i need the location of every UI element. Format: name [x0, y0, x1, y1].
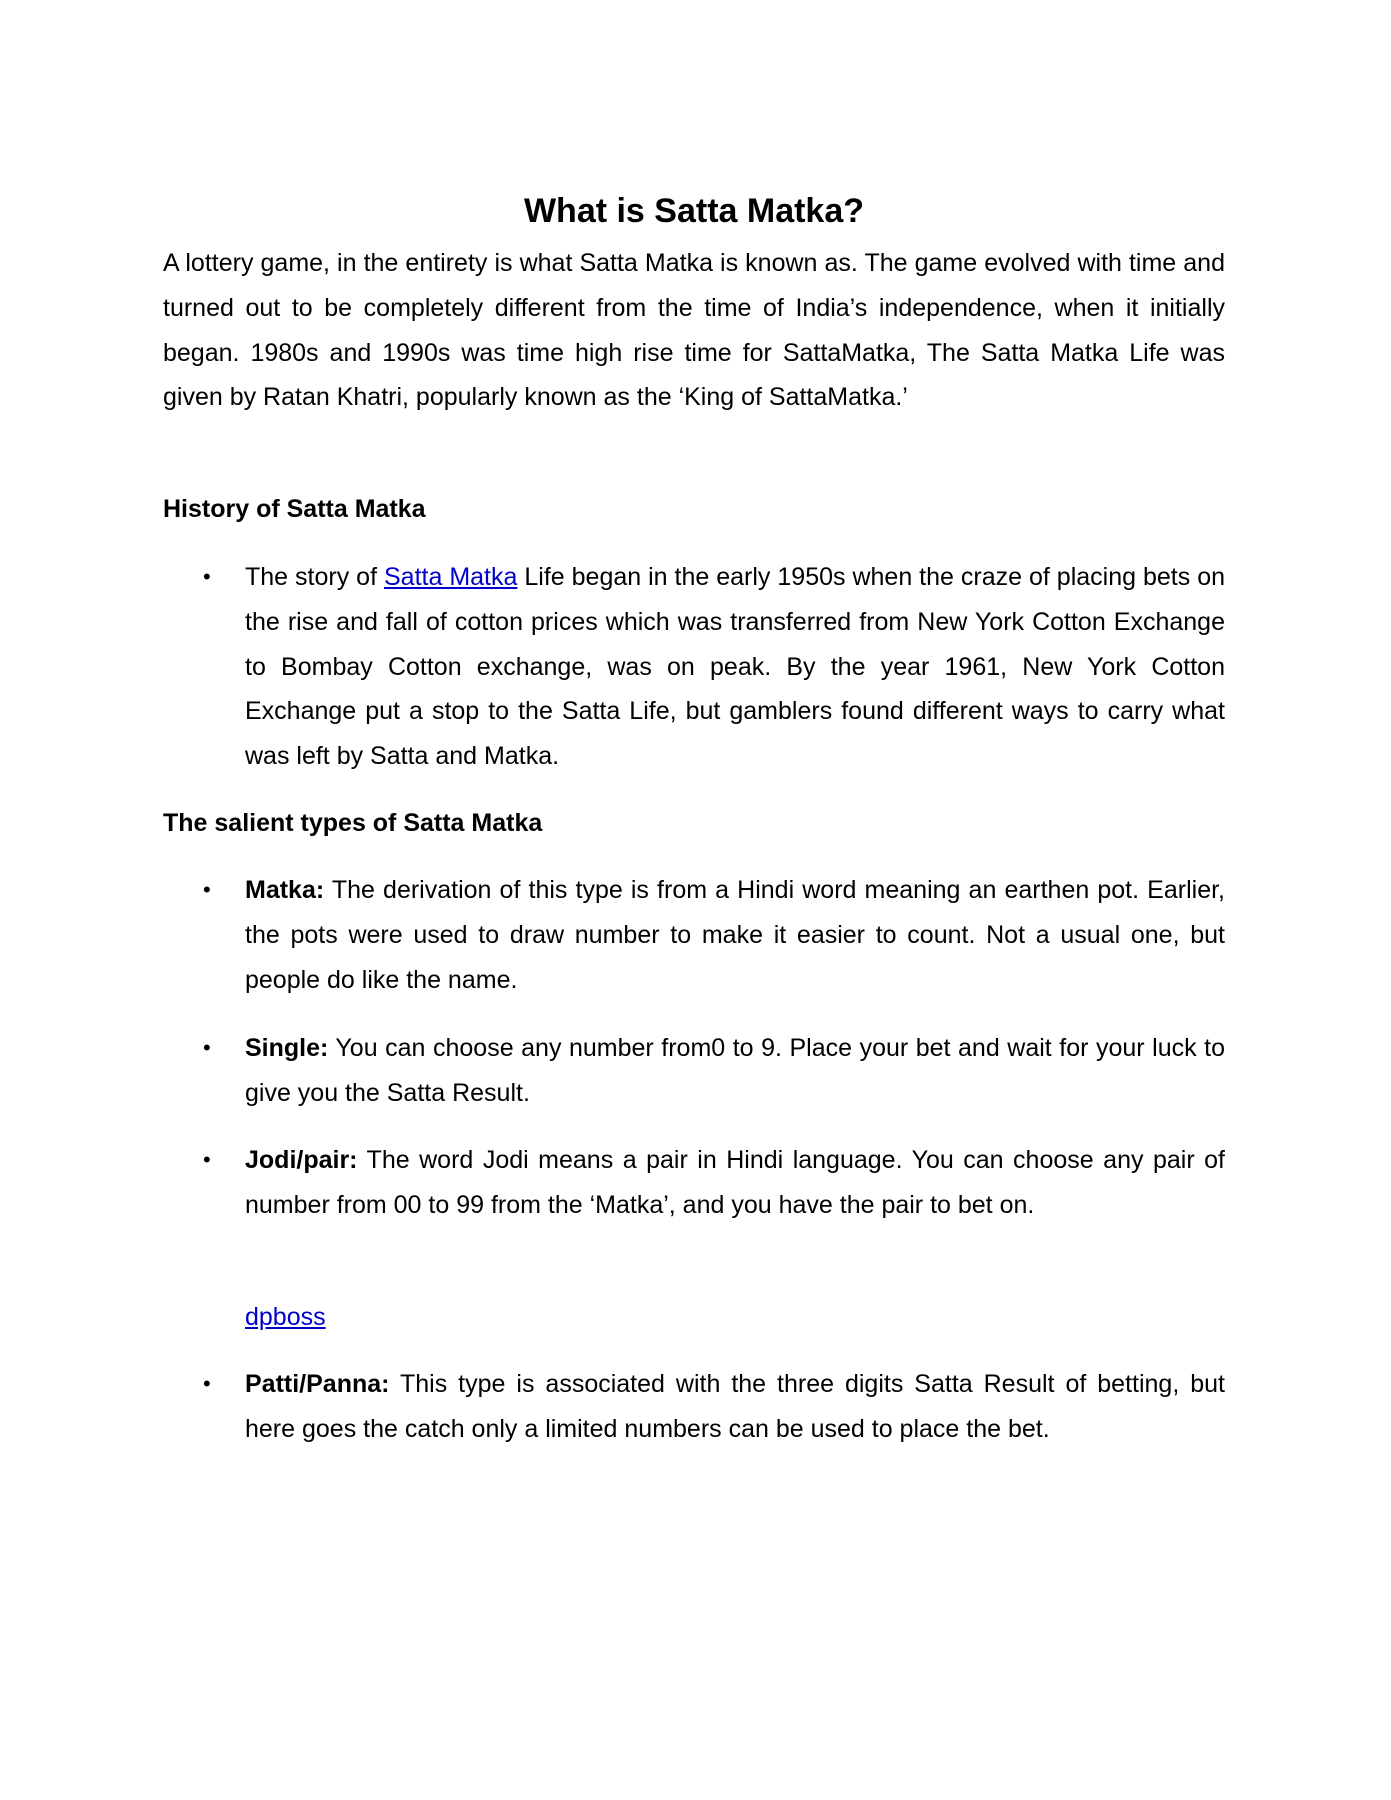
intro-paragraph: A lottery game, in the entirety is what Satta Matka is known as. The game evolved with time and turned out to be completely different from the time of India’s independence, when it initially began. 1980s and 1990s was time high rise time for SattaMatka, The Satta Matka Life was given by Ratan Khatri, popularly known as the ‘King of SattaMatka.’ — [163, 249, 1225, 412]
type-label: Patti/Panna: — [245, 1370, 390, 1398]
type-description: This type is associated with the three digits Satta Result of betting, but here goes the catch only a limited numbers can be used to place the bet. — [245, 1370, 1225, 1443]
dpboss-link[interactable]: dpboss — [245, 1303, 326, 1331]
bullet-icon: • — [203, 1147, 211, 1172]
type-label: Single: — [245, 1034, 329, 1062]
satta-matka-link[interactable]: Satta Matka — [383, 563, 518, 591]
bullet-icon: • — [203, 1035, 211, 1060]
bullet-icon: • — [203, 564, 211, 589]
type-item-jodi — [163, 1138, 1225, 1228]
type-description: The derivation of this type is from a Hindi word meaning an earthen pot. Earlier, the pots were used to draw number to make it easier to count. Not a usual one, but people do like the name. — [245, 876, 1225, 994]
types-heading: The salient types of Satta Matka — [163, 809, 543, 837]
type-label: Matka: — [245, 876, 325, 904]
bullet-icon: • — [203, 877, 211, 902]
type-description: The word Jodi means a pair in Hindi language. You can choose any pair of number from 00 to 99 from the ‘Matka’, and you have the pair to bet on. — [245, 1146, 1225, 1219]
document-title: What is Satta Matka? — [523, 191, 865, 230]
history-bullet — [163, 555, 1225, 779]
type-item-single — [163, 1026, 1225, 1116]
history-text-suffix: Life began in the early 1950s when the craze of placing bets on the rise and fall of cotton prices which was transferred from New York Cotton Exchange to Bombay Cotton exchange, was on peak. By the year 1961, New York Cotton Exchange put a stop to the Satta Life, but gamblers found different ways to carry what was left by Satta and Matka. — [245, 563, 1225, 771]
bullet-icon: • — [203, 1371, 211, 1396]
history-heading: History of Satta Matka — [163, 495, 426, 523]
type-label: Jodi/pair: — [245, 1146, 358, 1174]
type-description: You can choose any number from0 to 9. Place your bet and wait for your luck to give you the Satta Result. — [245, 1034, 1225, 1107]
history-text-prefix: The story of — [245, 563, 384, 591]
type-item-matka — [163, 868, 1225, 1002]
type-item-patti — [163, 1362, 1225, 1452]
history-bullet-text — [245, 555, 1225, 779]
